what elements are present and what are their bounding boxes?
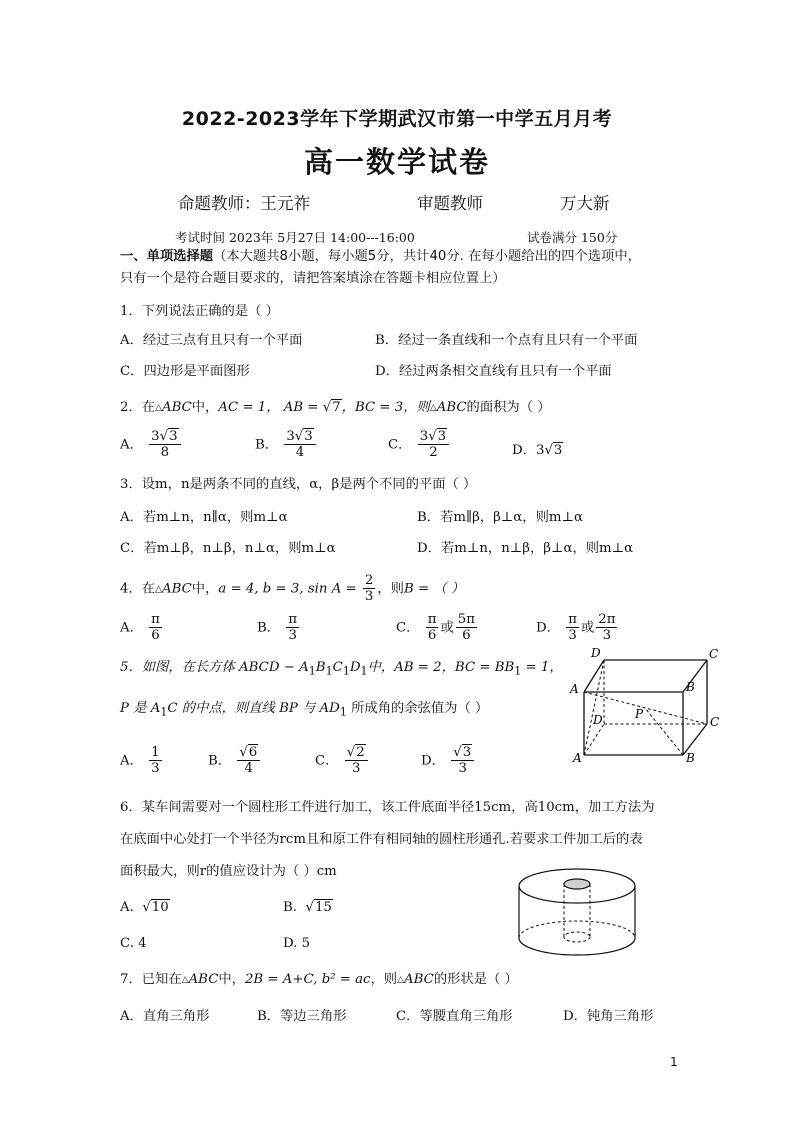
sqrt-sign: √: [346, 745, 356, 760]
q7-cond: 2B = A+C, b² = ac: [244, 972, 371, 987]
sub: 1: [339, 705, 347, 719]
q5-l2a: P 是 A: [120, 701, 161, 716]
q5-d-label: D．: [421, 753, 445, 769]
q4-b-fraction: [286, 612, 299, 644]
q2-ac: AC = 1，: [218, 400, 280, 415]
hole-top: [564, 879, 590, 889]
triangle-symbol: △: [397, 975, 405, 985]
sub: 1: [360, 664, 368, 678]
q5-l1a: 5．如图，在长方体 ABCD − A: [120, 660, 309, 675]
q5-c-fraction: [345, 745, 368, 777]
exam-subtitle: 高一数学试卷: [303, 145, 490, 179]
q7-abc: ABC: [188, 972, 219, 987]
root: 2: [356, 745, 365, 760]
q2-text-3: 的面积为（ ）: [466, 400, 551, 415]
section-heading: 一、单项选择题: [120, 249, 214, 264]
q5-d-fraction: [451, 745, 474, 777]
q4-c-fraction-1: [426, 612, 439, 644]
q2-b-label: B．: [255, 437, 279, 453]
q2-c-label: C．: [388, 437, 412, 453]
q5-l1d: D: [349, 660, 361, 675]
q7-stem: [120, 970, 518, 990]
exam-title: 2022-2023学年下学期武汉市第一中学五月月考: [181, 108, 613, 130]
root: 3: [553, 443, 563, 458]
label-b1: B: [686, 680, 695, 694]
label-a: A: [573, 751, 582, 765]
section-desc-2: 只有一个是符合题目要求的，请把答案填涂在答题卡相应位置上）: [120, 271, 506, 286]
den: 2: [429, 445, 438, 461]
den: 3: [602, 628, 612, 644]
q3-option-a: A．若m⊥n，n∥α，则m⊥α: [120, 510, 288, 525]
q7-option-b: B．等边三角形: [257, 1009, 347, 1024]
q2-option-d: [512, 441, 563, 461]
q6-b-label: B.: [283, 900, 297, 915]
q2-abc: ABC: [161, 400, 192, 415]
sub: 1: [160, 705, 168, 719]
page-number: 1: [670, 1055, 678, 1069]
q5-l2b: C 的中点，则直线 BP 与 AD: [167, 701, 340, 716]
num: 5π: [457, 612, 475, 627]
q4-stem: [120, 573, 464, 605]
label-d1: D: [591, 646, 601, 660]
sqrt-sign: √: [428, 429, 437, 444]
q1-option-c: C．四边形是平面图形: [120, 364, 250, 379]
sub: 1: [308, 664, 316, 678]
den: 4: [295, 445, 305, 461]
coef: 3: [151, 429, 160, 444]
root: 10: [151, 900, 169, 915]
q5-stem-line1: [120, 658, 563, 682]
q2-option-a: [120, 429, 183, 461]
sqrt-sign: √: [239, 745, 248, 760]
q2-ab: AB =: [283, 400, 323, 415]
label-d: D: [593, 713, 603, 727]
q6-option-b: [283, 898, 333, 918]
q5-a-fraction: [149, 745, 161, 777]
q2-option-b: [255, 429, 318, 461]
q4-text-2: 中，: [191, 581, 219, 597]
sqrt-sign: √: [322, 400, 332, 415]
label-c1: C: [709, 647, 719, 661]
q6-line3: 面积最大，则r的值应设计为（ ）cm: [120, 864, 337, 879]
q7-text-2: 中，: [218, 972, 245, 987]
bottom-front-arc: [519, 938, 635, 955]
q2-ab-root: 7: [332, 400, 341, 415]
q5-l1f: = 1，: [521, 660, 563, 675]
q4-a-fraction: [149, 612, 162, 644]
sqrt-sign: √: [159, 429, 169, 444]
q5-option-d: [421, 745, 476, 777]
cuboid-figure: [565, 642, 725, 770]
root: 6: [248, 745, 258, 760]
q4-d-fraction-2: [596, 612, 617, 644]
q4-option-a: [120, 612, 164, 644]
label-p: P: [635, 707, 644, 721]
edge-a1d1: [584, 660, 604, 692]
bottom-back-arc: [519, 921, 635, 938]
section-heading-line: [120, 247, 641, 267]
q1-option-d: D．经过两条相交直线有且只有一个平面: [375, 364, 612, 379]
q2-text-2: 中，: [191, 400, 219, 415]
root: 3: [437, 429, 447, 444]
den: 6: [151, 628, 160, 644]
q5-b-fraction: [237, 745, 260, 777]
setter-label: 命题教师：王元祚: [178, 194, 310, 213]
q1-option-a: A．经过三点有且只有一个平面: [120, 333, 303, 348]
edge-ad-hidden: [584, 724, 604, 755]
q5-option-c: [315, 745, 370, 777]
num: π: [568, 612, 577, 627]
q4-abc: ABC: [161, 581, 192, 597]
q4-d-fraction-1: [566, 612, 579, 644]
den: 3: [458, 761, 467, 777]
root: 3: [462, 745, 472, 760]
q4-d-label: D．: [536, 620, 560, 636]
root: 3: [169, 429, 178, 444]
full-score: 试卷满分 150分: [527, 230, 618, 245]
q6-a-label: A.: [120, 900, 134, 915]
q5-l2c: 所成角的余弦值为（ ）: [346, 701, 489, 716]
q3-option-b: B．若m∥β，β⊥α，则m⊥α: [417, 510, 583, 525]
q7-text-4: 的形状是（ ）: [433, 972, 518, 987]
q5-l1c: C: [332, 660, 343, 675]
or-text: 或: [580, 620, 595, 636]
reviewer-label: 审题教师: [417, 194, 483, 213]
root: 15: [314, 900, 332, 915]
q5-l1e: 中，AB = 2，BC = BB: [367, 660, 515, 675]
num: π: [288, 612, 298, 627]
triangle-symbol: △: [155, 584, 162, 595]
q7-option-d: D．钝角三角形: [563, 1009, 654, 1024]
num: π: [427, 612, 437, 627]
q6-line2: 在底面中心处打一个半径为rcm且和原工件有相同轴的圆柱形通孔.若要求工件加工后的表: [120, 832, 643, 847]
sqrt-sign: √: [305, 900, 314, 915]
den: 3: [351, 761, 361, 777]
section-desc-1: （本大题共8小题，每小题5分，共计40分. 在每小题给出的四个选项中，: [213, 249, 641, 264]
q6-option-d: D. 5: [283, 936, 311, 951]
den: 3: [151, 761, 160, 777]
sub: 1: [325, 664, 333, 678]
coef: 3: [535, 443, 545, 458]
num: 1: [151, 745, 160, 760]
q2-a-fraction: [149, 429, 180, 461]
hole-bottom: [564, 932, 590, 942]
q2-abc-2: ABC: [436, 400, 467, 415]
coef: 3: [419, 429, 429, 444]
q1-option-b: B．经过一条直线和一个点有且只有一个平面: [375, 333, 638, 348]
q4-cond: a = 4, b = 3, sin A =: [218, 581, 361, 597]
q2-c-fraction: [418, 429, 449, 461]
q5-c-label: C．: [315, 753, 339, 769]
q6-option-a: [120, 898, 170, 918]
triangle-symbol: △: [155, 403, 162, 413]
sqrt-sign: √: [453, 745, 462, 760]
q4-b-eq: B = （ ）: [403, 581, 465, 597]
num: 2π: [598, 612, 616, 627]
q4-text-3: ，则: [377, 581, 404, 597]
q7-text-3: ，则: [370, 972, 398, 987]
label-a1: A: [570, 682, 579, 696]
q2-text-1: 2．在: [120, 400, 156, 415]
den: 3: [288, 628, 297, 644]
q1-stem: 1．下列说法正确的是（ ）: [120, 304, 279, 319]
q2-option-c: [388, 429, 451, 461]
or-text: 或: [440, 620, 454, 636]
q2-b-fraction: [284, 429, 315, 461]
cylinder-figure: [515, 864, 639, 960]
num: π: [151, 612, 160, 627]
sqrt-sign: √: [142, 900, 151, 915]
q2-a-label: A．: [120, 437, 143, 453]
q5-l1b: B: [315, 660, 326, 675]
q5-a-label: A．: [120, 753, 143, 769]
q7-option-a: A．直角三角形: [120, 1009, 210, 1024]
q3-option-d: D．若m⊥n，n⊥β，β⊥α，则m⊥α: [417, 541, 634, 556]
den: 4: [244, 761, 254, 777]
q5-option-b: [208, 745, 262, 777]
sqrt-sign: √: [544, 443, 553, 458]
q5-b-label: B．: [208, 753, 232, 769]
coef: 3: [286, 429, 295, 444]
reviewer-name: 万大新: [560, 194, 610, 213]
q4-option-c: [396, 612, 479, 644]
q4-text-1: 4．在: [120, 581, 156, 597]
q4-b-label: B．: [257, 620, 281, 636]
q4-sin-fraction: [363, 573, 375, 605]
exam-time: 考试时间 2023年 5月27日 14:00---16:00: [175, 230, 415, 245]
q6-line1: 6．某车间需要对一个圆柱形工件进行加工，该工件底面半径15cm，高10cm，加工方法为: [120, 800, 655, 815]
den: 6: [462, 628, 471, 644]
label-b: B: [686, 751, 695, 765]
q5-stem-line2: [120, 699, 488, 723]
q4-c-fraction-2: [456, 612, 477, 644]
q4-option-b: [257, 612, 301, 644]
q7-abc-2: ABC: [404, 972, 434, 987]
triangle-symbol: △: [429, 403, 437, 413]
q7-option-c: C．等腰直角三角形: [396, 1009, 513, 1024]
q4-a-label: A．: [120, 620, 143, 636]
q6-option-c: C. 4: [120, 936, 147, 951]
line-bp: [645, 708, 683, 755]
den: 6: [427, 628, 437, 644]
q3-stem: 3．设m，n是两条不同的直线，α，β是两个不同的平面（ ）: [120, 477, 477, 492]
line-ad1: [584, 660, 604, 755]
sub: 1: [342, 664, 350, 678]
q4-option-d: [536, 612, 619, 644]
q5-option-a: [120, 745, 164, 777]
num: 2: [364, 573, 374, 588]
sub: 1: [514, 664, 522, 678]
den: 3: [568, 628, 577, 644]
q2-bc: ，BC = 3，则: [341, 400, 430, 415]
q4-c-label: C．: [396, 620, 420, 636]
label-c: C: [710, 715, 720, 729]
den: 3: [364, 589, 374, 605]
q3-option-c: C．若m⊥β，n⊥β，n⊥α，则m⊥α: [120, 541, 336, 556]
sqrt-sign: √: [294, 429, 304, 444]
root: 3: [304, 429, 313, 444]
q7-text-1: 7．已知在: [120, 972, 182, 987]
den: 8: [160, 445, 170, 461]
q2-stem: [120, 398, 551, 418]
q2-d-label: D．: [512, 443, 536, 458]
triangle-symbol: △: [181, 975, 189, 985]
